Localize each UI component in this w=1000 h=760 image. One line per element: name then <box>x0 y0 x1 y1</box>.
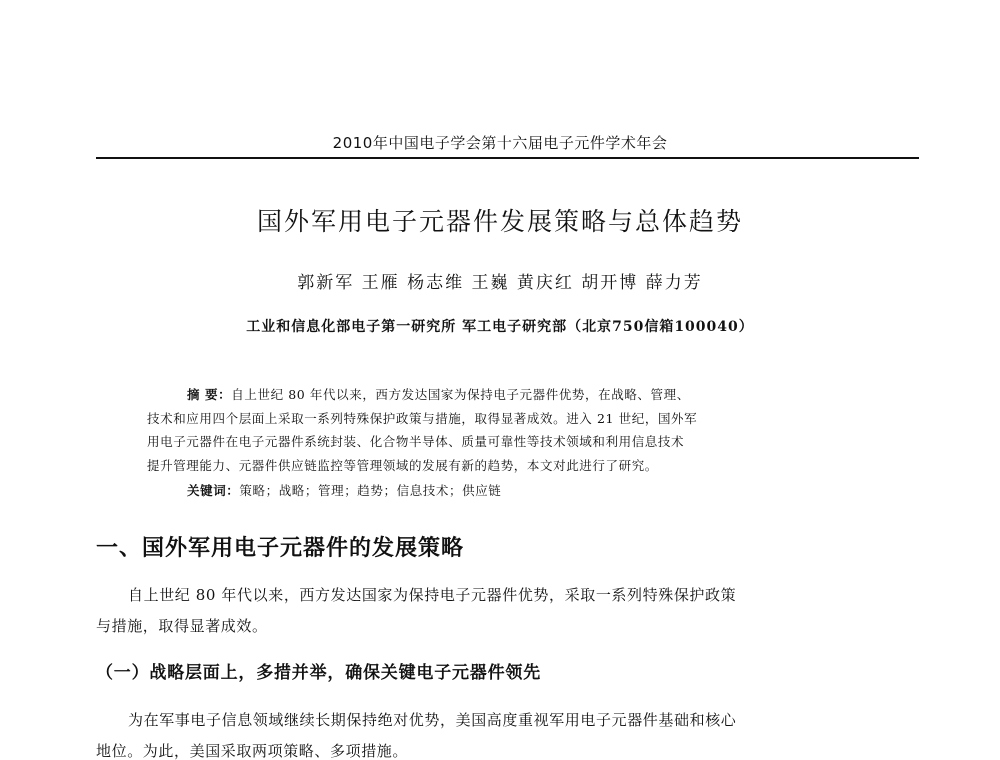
paper-affiliation: 工业和信息化部电子第一研究所 军工电子研究部（北京750信箱100040） <box>246 319 754 335</box>
abstract-text: 自上世纪 80 年代以来，西方发达国家为保持电子元器件优势，在战略、管理、 <box>231 387 690 402</box>
paragraph-line: 与措施，取得显著成效。 <box>96 617 268 635</box>
abstract-line: 用电子元器件在电子元器件系统封装、化合物半导体、质量可靠性等技术领域和利用信息技术 <box>147 434 685 449</box>
keywords-line <box>187 480 501 502</box>
section-heading: 一、国外军用电子元器件的发展策略 <box>96 536 465 561</box>
abstract-line: 技术和应用四个层面上采取一系列特殊保护政策与措施，取得显著成效。进入 21 世纪，国外军 <box>147 410 698 426</box>
header-rule <box>96 157 919 159</box>
abstract-line: 提升管理能力、元器件供应链监控等管理领域的发展有新的趋势，本文对此进行了研究。 <box>147 457 658 473</box>
keywords-text: 策略；战略；管理；趋势；信息技术；供应链 <box>239 483 502 498</box>
body-paragraph <box>96 580 919 642</box>
keywords-label: 关键词： <box>187 483 240 498</box>
paragraph-line: 为在军事电子信息领域继续长期保持绝对优势，美国高度重视军用电子元器件基础和核心 <box>128 711 737 729</box>
abstract-block <box>147 383 877 477</box>
paper-title: 国外军用电子元器件发展策略与总体趋势 <box>256 207 743 236</box>
abstract-line <box>147 383 877 407</box>
body-paragraph <box>96 705 919 760</box>
paragraph-line: 自上世纪 80 年代以来，西方发达国家为保持电子元器件优势，采取一系列特殊保护政策 <box>128 586 737 604</box>
abstract-label: 摘 要： <box>187 387 232 402</box>
subsection-heading: （一）战略层面上，多措并举，确保关键电子元器件领先 <box>96 663 541 683</box>
conference-header: 2010年中国电子学会第十六届电子元件学术年会 <box>332 134 668 152</box>
paper-authors: 郭新军 王雁 杨志维 王巍 黄庆红 胡开博 薛力芳 <box>297 273 703 293</box>
paragraph-line: 地位。为此，美国采取两项策略、多项措施。 <box>96 742 409 760</box>
